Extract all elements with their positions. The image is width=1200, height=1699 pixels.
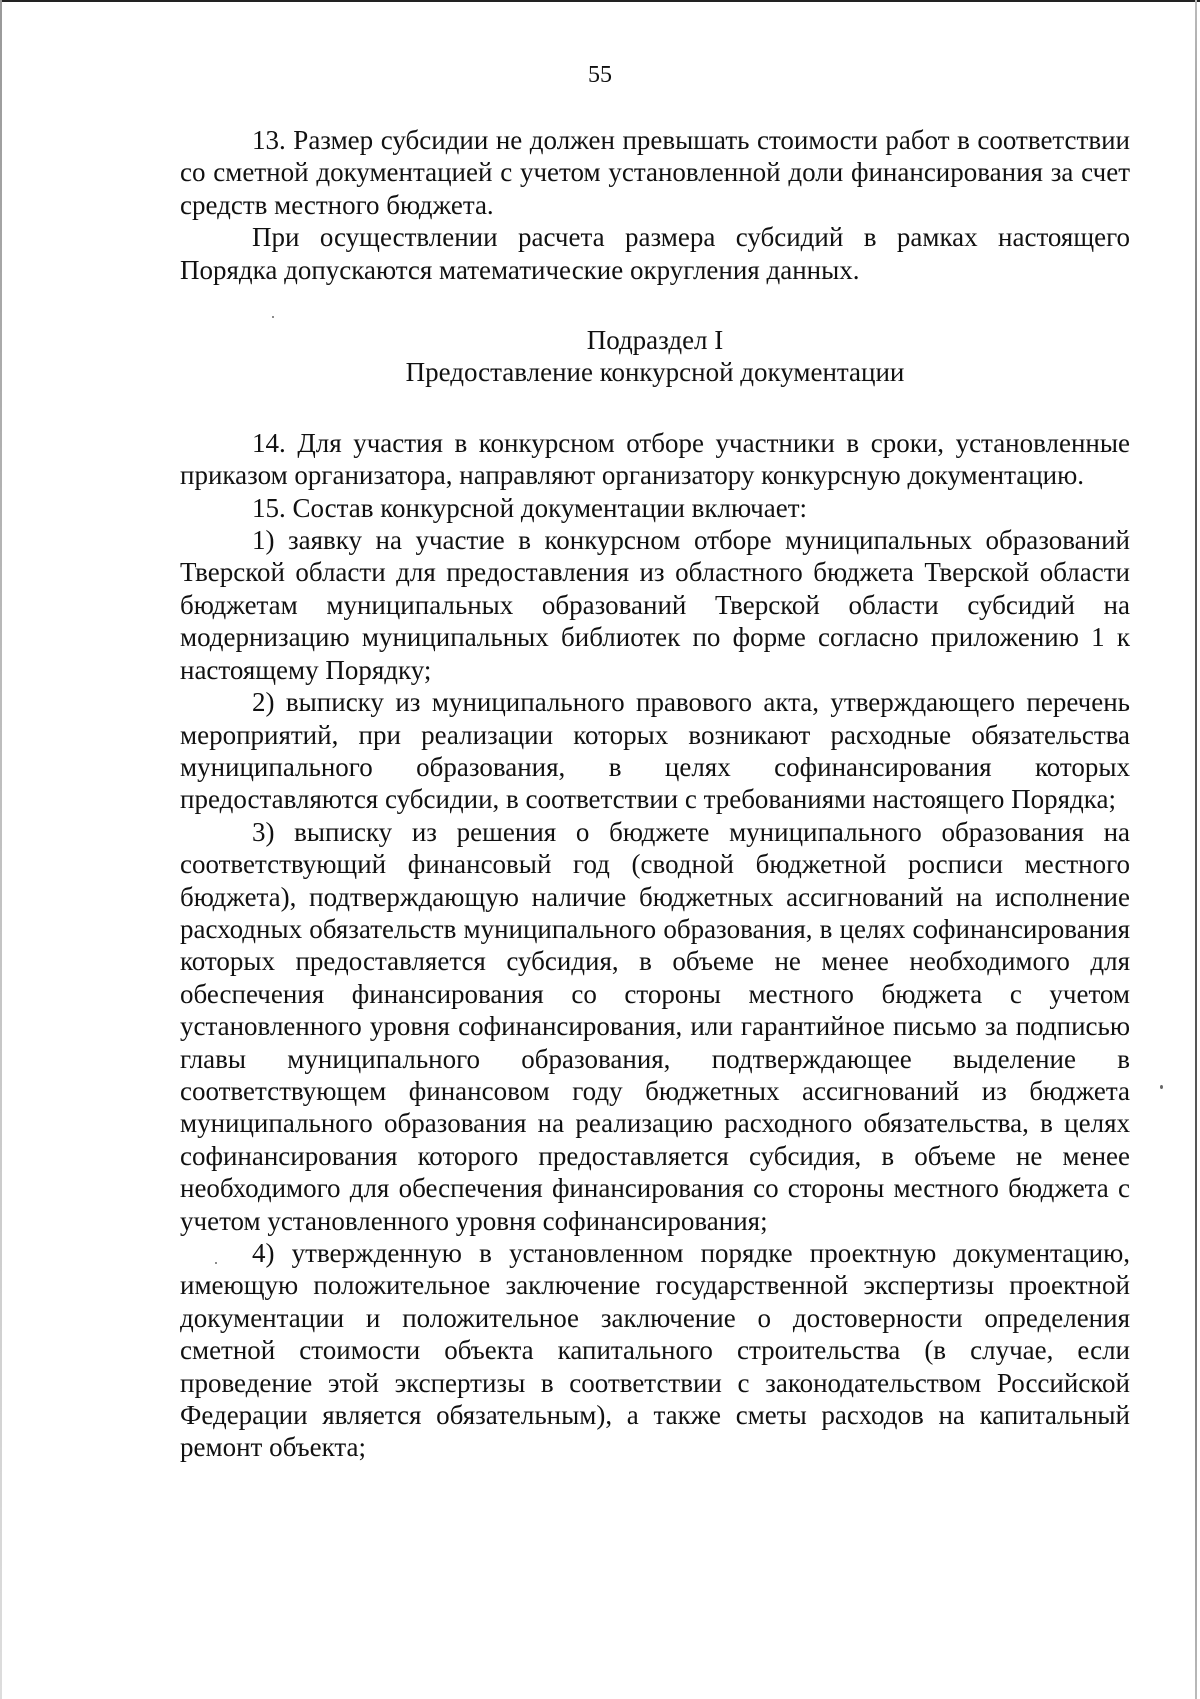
subsection-title: Подраздел I	[586, 325, 724, 356]
scan-speck	[272, 316, 274, 318]
scan-speck	[215, 1262, 217, 1264]
scan-speck	[1160, 1085, 1163, 1089]
scan-edge-left	[0, 0, 2, 1699]
list-item-1: 1) заявку на участие в конкурсном отборе муниципальных образований Тверской области для предоставления из областного бюджета Тверской области бюджетам муниципальных образований Тверской области субсидий на модернизацию муниципальных библиотек по форме согласно приложению 1 к настоящему Порядку;	[180, 525, 1130, 685]
list-item-2: 2) выписку из муниципального правового акта, утверждающего перечень мероприятий, при реализации которых возникают расходные обязательства муниципального образования, в целях софинансирования которых предоставляются субсидии, в соответствии с требованиями настоящего Порядка;	[180, 687, 1130, 815]
paragraph-rounding: При осуществлении расчета размера субсидий в рамках настоящего Порядка допускаются математические округления данных.	[180, 222, 1130, 285]
subsection-heading	[180, 324, 1130, 389]
list-item-4: 4) утвержденную в установленном порядке проектную документацию, имеющую положительное заключение государственной экспертизы проектной документации и положительное заключение о достоверности определения сметной стоимости объекта капитального строительства (в случае, если проведение этой экспертизы в соответствии с законодательством Российской Федерации является обязательным), а также сметы расходов на капитальный ремонт объекта;	[180, 1238, 1130, 1463]
document-body	[180, 124, 1130, 1464]
page-number: 55	[588, 62, 612, 88]
list-item-3: 3) выписку из решения о бюджете муниципального образования на соответствующий финансовый год (сводной бюджетной росписи местного бюджета), подтверждающую наличие бюджетных ассигнований на исполнение расходных обязательств муниципального образования, в целях софинансирования которых предоставляется субсидия, в объеме не менее необходимого для обеспечения финансирования со стороны местного бюджета с учетом установленного уровня софинансирования, или гарантийное письмо за подписью главы муниципального образования, подтверждающее выделение в соответствующем финансовом году бюджетных ассигнований из бюджета муниципального образования на реализацию расходного обязательства, в целях софинансирования которого предоставляется субсидия, в объеме не менее необходимого для обеспечения финансирования со стороны местного бюджета с учетом установленного уровня софинансирования;	[180, 816, 1130, 1236]
paragraph-13: 13. Размер субсидии не должен превышать стоимости работ в соответствии со сметной документацией с учетом установленной доли финансирования за счет средств местного бюджета.	[180, 125, 1130, 220]
subsection-subtitle: Предоставление конкурсной документации	[405, 357, 905, 388]
paragraph-14: 14. Для участия в конкурсном отборе участники в сроки, установленные приказом организатора, направляют организатору конкурсную документацию.	[180, 427, 1130, 491]
scan-edge-right	[1195, 0, 1197, 1699]
paragraph-15: 15. Состав конкурсной документации включает:	[252, 492, 808, 523]
scan-edge-top	[0, 0, 1200, 2]
